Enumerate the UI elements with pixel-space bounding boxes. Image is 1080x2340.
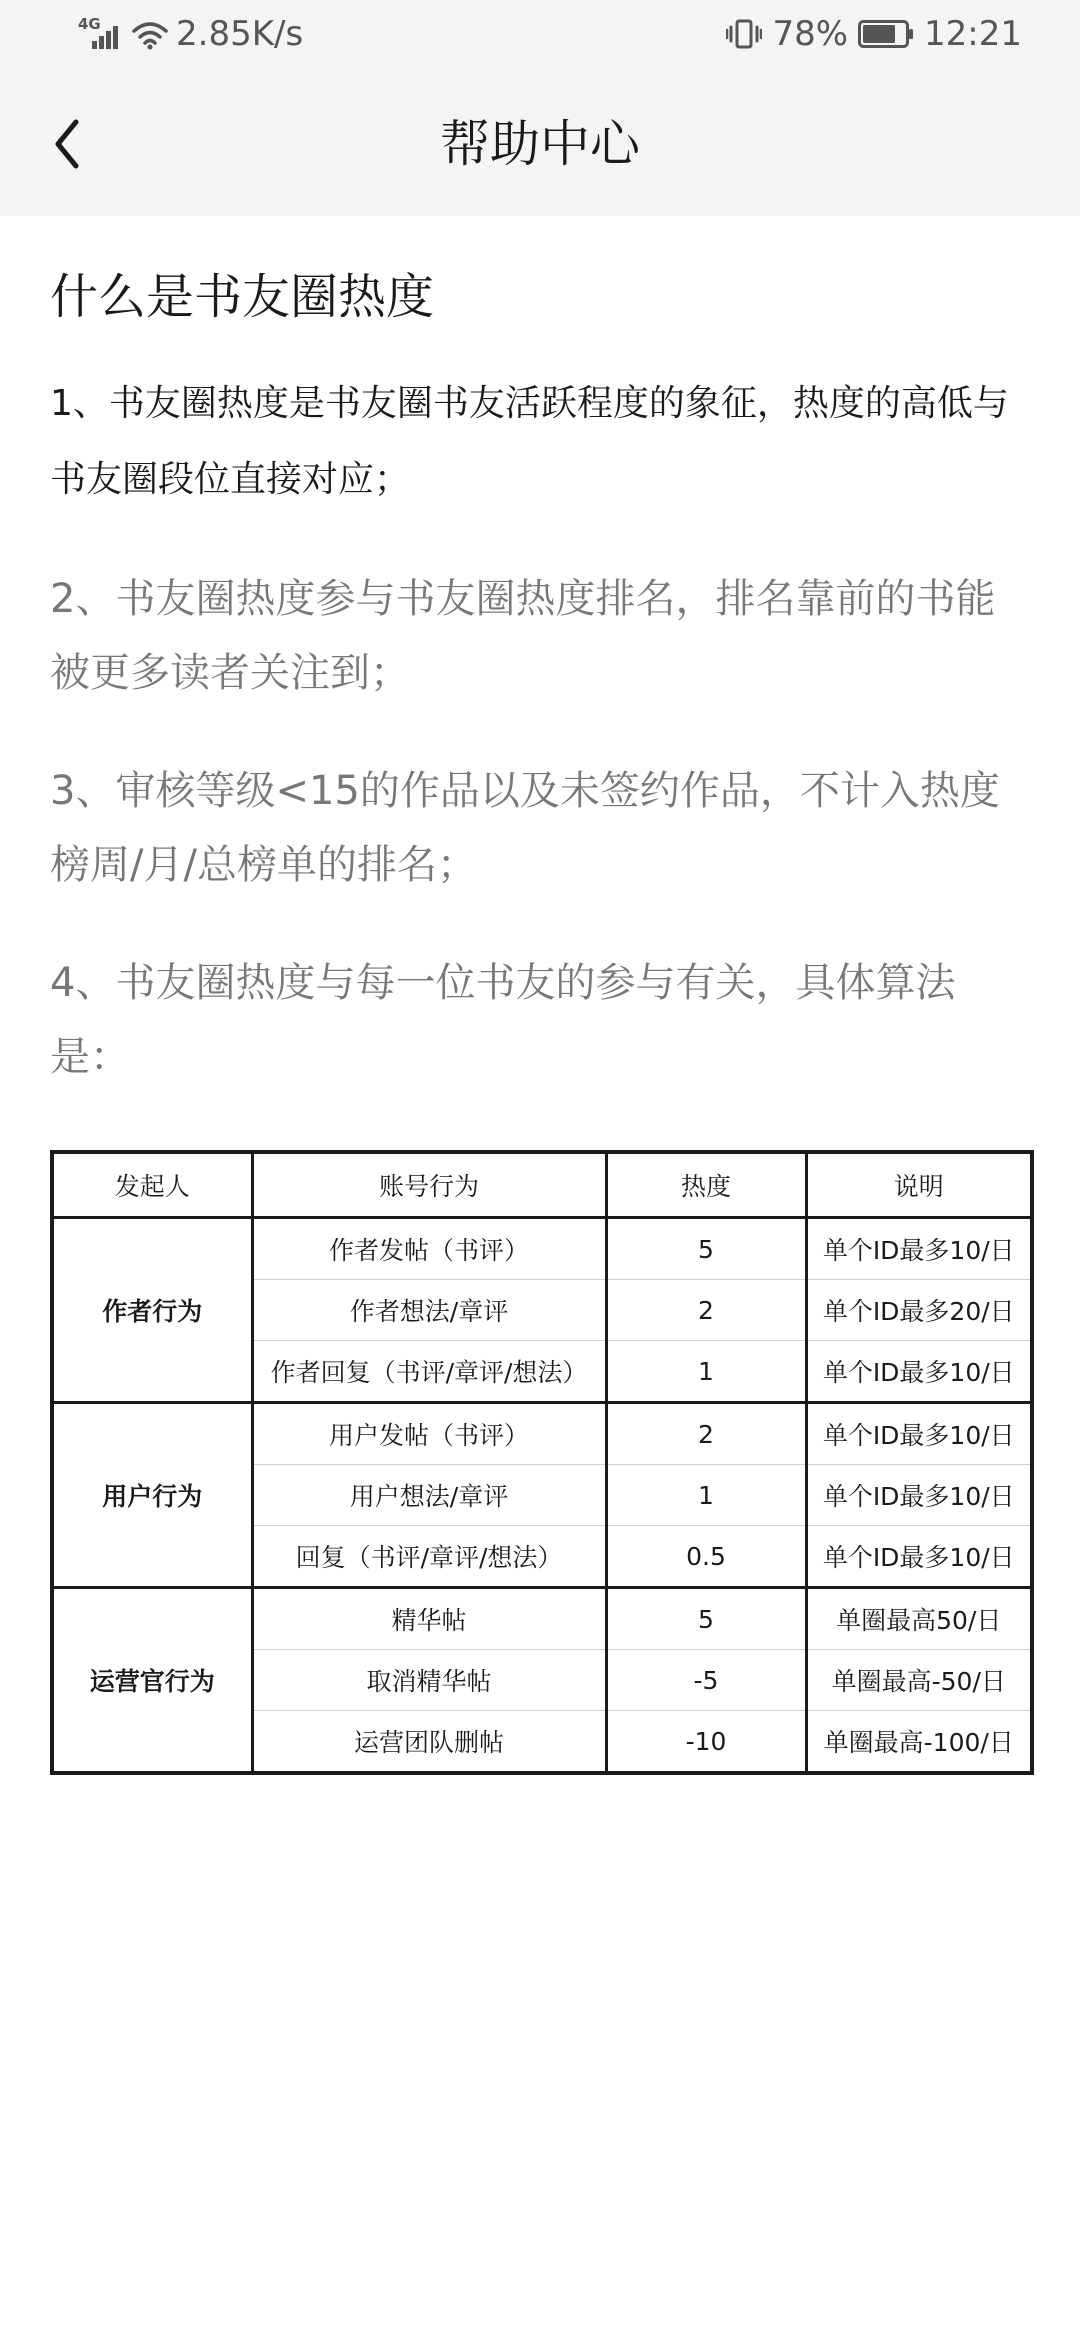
action-cell: 取消精华帖: [252, 1650, 606, 1711]
article-paragraph-2: 2、书友圈热度参与书友圈热度排名，排名靠前的书能被更多读者关注到；: [50, 576, 996, 696]
table-header-row: [52, 1152, 1032, 1218]
battery-icon: [858, 20, 914, 48]
note-cell: 单个ID最多10/日: [806, 1403, 1032, 1465]
header-initiator: 发起人: [52, 1152, 252, 1218]
action-cell: 用户发帖（书评）: [252, 1403, 606, 1465]
article-paragraph-3: 3、审核等级<15的作品以及未签约作品，不计入热度榜周/月/总榜单的排名；: [50, 768, 1000, 888]
header-heat: 热度: [606, 1152, 806, 1218]
action-cell: 作者回复（书评/章评/想法）: [252, 1341, 606, 1403]
heat-cell: -5: [606, 1650, 806, 1711]
action-cell: 回复（书评/章评/想法）: [252, 1526, 606, 1588]
action-cell: 作者发帖（书评）: [252, 1218, 606, 1280]
heat-cell: 0.5: [606, 1526, 806, 1588]
heat-cell: 5: [606, 1588, 806, 1650]
action-cell: 精华帖: [252, 1588, 606, 1650]
initiator-cell: 用户行为: [52, 1403, 252, 1588]
article-title: 什么是书友圈热度: [50, 269, 435, 325]
heat-cell: 1: [606, 1341, 806, 1403]
action-cell: 用户想法/章评: [252, 1465, 606, 1526]
note-cell: 单个ID最多10/日: [806, 1526, 1032, 1588]
vibrate-icon: [726, 17, 762, 51]
heat-rules-table: [50, 1150, 1034, 1775]
initiator-cell: 作者行为: [52, 1218, 252, 1403]
note-cell: 单个ID最多10/日: [806, 1218, 1032, 1280]
heat-cell: 5: [606, 1218, 806, 1280]
heat-cell: 2: [606, 1280, 806, 1341]
table-row: [52, 1218, 1032, 1280]
cellular-signal-icon: [78, 17, 124, 51]
network-speed: 2.85K/s: [176, 14, 304, 54]
article-paragraph-1: 1、书友圈热度是书友圈书友活跃程度的象征，热度的高低与书友圈段位直接对应；: [50, 383, 1009, 500]
table-row: [52, 1588, 1032, 1650]
note-cell: 单个ID最多10/日: [806, 1341, 1032, 1403]
heat-rules-table-wrapper: [50, 1150, 1030, 1775]
action-cell: 运营团队删帖: [252, 1711, 606, 1774]
article-paragraph-4: 4、书友圈热度与每一位书友的参与有关，具体算法是：: [50, 960, 956, 1080]
battery-percent: 78%: [772, 14, 849, 54]
heat-cell: 2: [606, 1403, 806, 1465]
note-cell: 单圈最高-50/日: [806, 1650, 1032, 1711]
status-bar: [0, 0, 1080, 72]
clock: 12:21: [924, 14, 1022, 54]
note-cell: 单个ID最多20/日: [806, 1280, 1032, 1341]
table-row: [52, 1403, 1032, 1465]
page-title: 帮助中心: [440, 115, 640, 173]
note-cell: 单圈最高50/日: [806, 1588, 1032, 1650]
note-cell: 单个ID最多10/日: [806, 1465, 1032, 1526]
article: [50, 216, 1030, 1775]
heat-cell: -10: [606, 1711, 806, 1774]
nav-bar: [0, 72, 1080, 216]
initiator-cell: 运营官行为: [52, 1588, 252, 1774]
wifi-icon: [130, 17, 170, 51]
note-cell: 单圈最高-100/日: [806, 1711, 1032, 1774]
action-cell: 作者想法/章评: [252, 1280, 606, 1341]
status-left: [78, 14, 303, 54]
status-right: [726, 14, 1022, 54]
header-action: 账号行为: [252, 1152, 606, 1218]
network-type: 4G: [78, 15, 101, 33]
header-note: 说明: [806, 1152, 1032, 1218]
heat-cell: 1: [606, 1465, 806, 1526]
